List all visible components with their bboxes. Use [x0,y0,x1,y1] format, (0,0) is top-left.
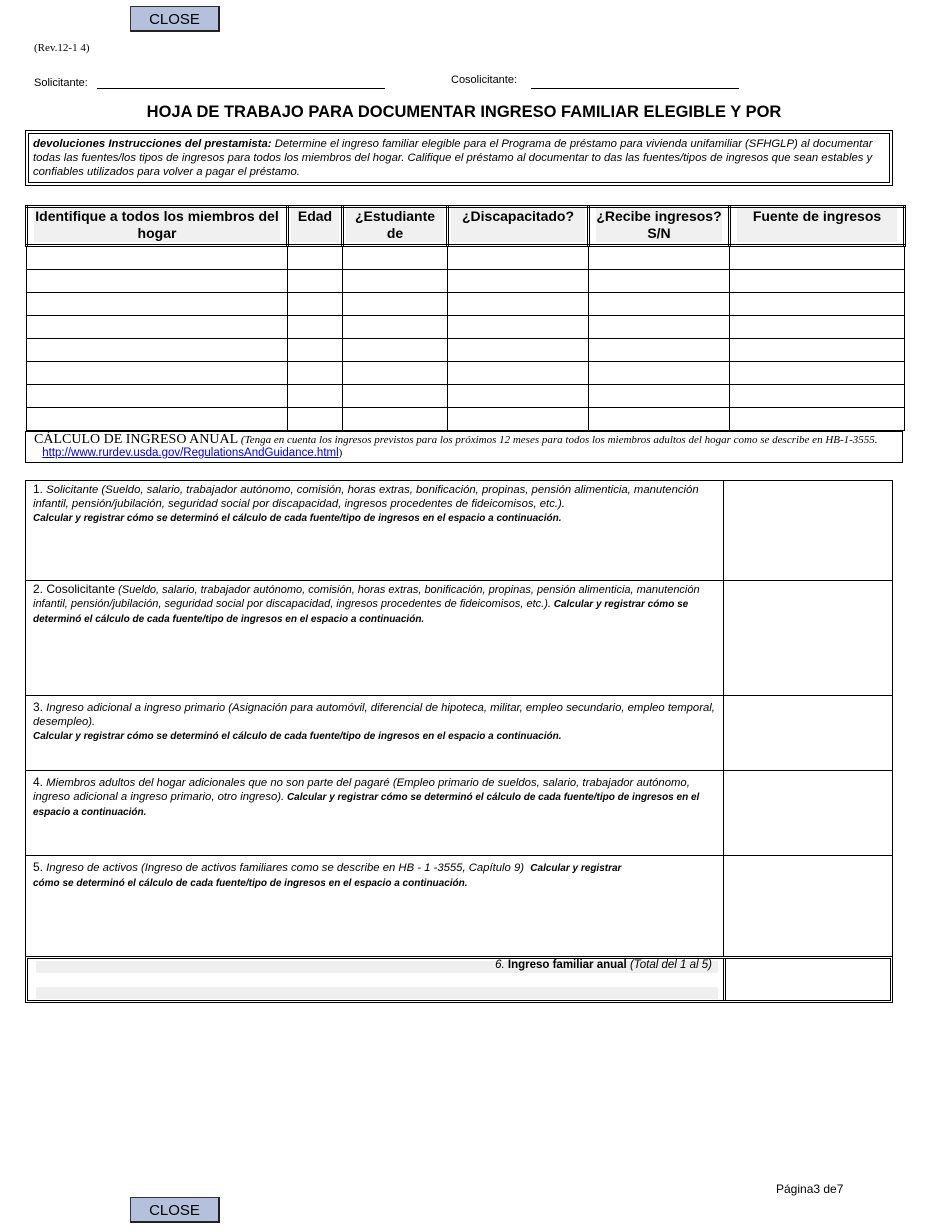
applicant-field[interactable] [97,88,385,89]
receives-income-cell[interactable] [589,408,730,431]
close-button-bottom[interactable]: CLOSE [130,1197,220,1223]
table-row [27,362,905,385]
annual-calc-heading: CÁLCULO DE INGRESO ANUAL [34,432,239,447]
instructions-body: Determine el ingreso familiar elegible para el Programa de préstamo para vivienda unifamiliar (SFHGLP) al documentar todas las fuentes/los tipos de ingresos para todos los miembros del hogar. Califique el préstamo al documentar to das las fuentes/tipos de ingresos que sean estables y confiables utilizados para volver a pagar el préstamo. [33,138,873,178]
receives-income-cell[interactable] [589,339,730,362]
age-cell[interactable] [288,362,343,385]
student-cell[interactable] [343,246,448,270]
income-source-cell[interactable] [730,270,905,293]
section-1-instruction: Calcular y registrar cómo se determinó el cálculo de cada fuente/tipo de ingresos en el espacio a continuación. [33,513,562,524]
column-header: ¿Discapacitado? [448,207,589,246]
student-cell[interactable] [343,362,448,385]
section-5-instruction: Calcular y registrar cómo se determinó el cálculo de cada fuente/tipo de ingresos en el espacio a continuación. [33,863,622,889]
member-name-cell[interactable] [27,339,288,362]
column-header: Identifique a todos los miembros del hogar [27,207,288,246]
student-cell[interactable] [343,293,448,316]
section-2-instruction: Calcular y registrar cómo se determinó el cálculo de cada fuente/tipo de ingresos en el espacio a continuación. [33,599,689,625]
age-cell[interactable] [288,293,343,316]
student-cell[interactable] [343,408,448,431]
receives-income-cell[interactable] [589,293,730,316]
student-cell[interactable] [343,270,448,293]
disabled-cell[interactable] [448,408,589,431]
section-4-number: 4. [33,775,44,789]
disabled-cell[interactable] [448,385,589,408]
receives-income-cell[interactable] [589,316,730,339]
table-row [27,246,905,270]
page-number: Página3 de7 [776,1182,844,1196]
income-source-cell[interactable] [730,362,905,385]
table-row [27,385,905,408]
section-5-text: Ingreso de activos (Ingreso de activos familiares como se describe en HB - 1 -3555, Capítulo 9) [43,862,524,874]
receives-income-cell[interactable] [589,270,730,293]
age-cell[interactable] [288,408,343,431]
annual-calc-note: (Tenga en cuenta los ingresos previstos para los próximos 12 meses para todos los miembros adultos del hogar como se describe en HB-1-3555. [240,434,878,446]
close-button-top[interactable]: CLOSE [130,6,220,32]
age-cell[interactable] [288,246,343,270]
section-6-number: 6. [495,959,505,971]
column-header: ¿Recibe ingresos? S/N [589,207,730,246]
section-asset-income [25,855,893,957]
student-cell[interactable] [343,385,448,408]
member-name-cell[interactable] [27,316,288,339]
instructions-box [25,130,893,186]
member-name-cell[interactable] [27,385,288,408]
column-header: ¿Estudiante de [343,207,448,246]
disabled-cell[interactable] [448,293,589,316]
income-source-cell[interactable] [730,385,905,408]
section-2-number: 2. [33,582,44,596]
section-6-note: (Total del 1 al 5) [629,959,712,971]
section-3-text: Ingreso adicional a ingreso primario (Asignación para automóvil, diferencial de hipoteca, militar, empleo secundario, empleo temporal, desempleo). [33,702,715,728]
receives-income-cell[interactable] [589,385,730,408]
member-name-cell[interactable] [27,408,288,431]
member-name-cell[interactable] [27,246,288,270]
household-members-table [25,205,906,431]
disabled-cell[interactable] [448,316,589,339]
section-annual-total [25,956,893,1003]
member-name-cell[interactable] [27,362,288,385]
section-2-text: (Sueldo, salario, trabajador autónomo, comisión, horas extras, bonificación, propinas, pensión alimenticia, manutención infantil, pensión/jubilación, seguridad social por discapacidad, ingresos procedentes de fideicomisos, etc.). [33,584,700,610]
section-3-instruction: Calcular y registrar cómo se determinó el cálculo de cada fuente/tipo de ingresos en el espacio a continuación. [33,731,562,742]
annual-income-calc-header [25,431,903,463]
disabled-cell[interactable] [448,339,589,362]
income-source-cell[interactable] [730,246,905,270]
regulations-link[interactable]: http://www.rurdev.usda.gov/RegulationsAndGuidance.html [42,447,339,459]
revision-label: (Rev.12-1 4) [34,42,90,54]
table-row [27,316,905,339]
instructions-lead: devoluciones Instrucciones del prestamista: [33,138,272,150]
age-cell[interactable] [288,270,343,293]
table-row [27,293,905,316]
age-cell[interactable] [288,316,343,339]
member-name-cell[interactable] [27,270,288,293]
disabled-cell[interactable] [448,362,589,385]
income-source-cell[interactable] [730,339,905,362]
table-row [27,270,905,293]
section-applicant [25,480,893,581]
coapplicant-label: Cosolicitante: [451,74,518,86]
section-5-number: 5. [33,860,44,874]
table-row [27,408,905,431]
column-header: Fuente de ingresos [730,207,905,246]
section-1-text: Solicitante (Sueldo, salario, trabajador autónomo, comisión, horas extras, bonificación, propinas, pensión alimenticia, manutención infantil, pensión/jubilación, seguridad social por discapacidad, ingresos procedentes de fideicomisos, etc.). [33,484,699,510]
page-title: HOJA DE TRABAJO PARA DOCUMENTAR INGRESO FAMILIAR ELEGIBLE Y POR [146,103,782,121]
column-header: Edad [288,207,343,246]
section-4-instruction: Calcular y registrar cómo se determinó el cálculo de cada fuente/tipo de ingresos en el espacio a continuación. [33,792,700,818]
annual-calc-close-paren: ) [338,447,343,459]
applicant-label: Solicitante: [34,77,88,89]
table-header-row [27,207,905,246]
receives-income-cell[interactable] [589,246,730,270]
income-source-cell[interactable] [730,408,905,431]
section-6-label: Ingreso familiar anual [507,959,627,971]
coapplicant-field[interactable] [531,88,739,89]
section-coapplicant [25,580,893,696]
income-source-cell[interactable] [730,316,905,339]
member-name-cell[interactable] [27,293,288,316]
table-row [27,339,905,362]
age-cell[interactable] [288,339,343,362]
student-cell[interactable] [343,316,448,339]
disabled-cell[interactable] [448,246,589,270]
receives-income-cell[interactable] [589,362,730,385]
section-additional-income [25,695,893,771]
section-2-name: Cosolicitante [43,582,116,596]
section-3-number: 3. [33,700,44,714]
section-1-number: 1. [33,482,44,496]
section-4-text: Miembros adultos del hogar adicionales que no son parte del pagaré (Empleo primario de sueldos, salario, trabajador autónomo, ingreso adicional a ingreso primario, otro ingreso). [33,777,690,803]
age-cell[interactable] [288,385,343,408]
section-adult-members [25,770,893,856]
disabled-cell[interactable] [448,270,589,293]
income-source-cell[interactable] [730,293,905,316]
student-cell[interactable] [343,339,448,362]
